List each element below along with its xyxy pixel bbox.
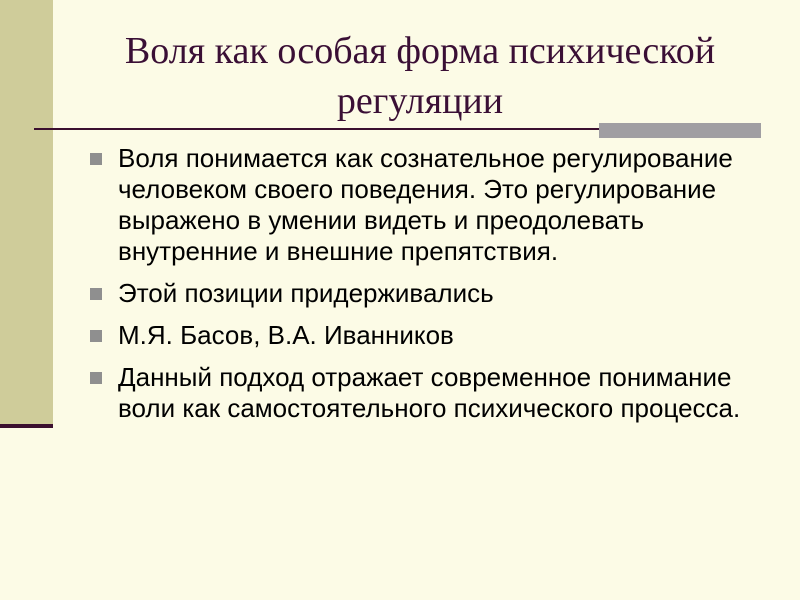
bullet-text: Воля понимается как сознательное регулирование человеком своего поведения. Это регулирование выражено в умении видеть и преодолевать внутренние и внешние препятствия. [118, 143, 733, 266]
left-decorative-band [0, 0, 53, 425]
bullet-item [88, 362, 778, 424]
slide-title: Воля как особая форма психической регуляции [124, 30, 716, 122]
square-bullet-icon [90, 288, 102, 300]
bullet-item [88, 320, 778, 351]
bullet-list [88, 143, 778, 435]
square-bullet-icon [90, 372, 102, 384]
square-bullet-icon [90, 153, 102, 165]
bullet-text: Данный подход отражает современное понимание воли как самостоятельного психического процесса. [118, 362, 741, 423]
square-bullet-icon [90, 330, 102, 342]
bullet-text: Этой позиции придерживались [118, 278, 494, 308]
title-accent-bar [599, 123, 761, 138]
bullet-text: М.Я. Басов, В.А. Иванников [118, 320, 454, 350]
left-band-bottom-rule [0, 424, 53, 428]
bullet-item [88, 278, 778, 309]
bullet-item [88, 143, 778, 267]
